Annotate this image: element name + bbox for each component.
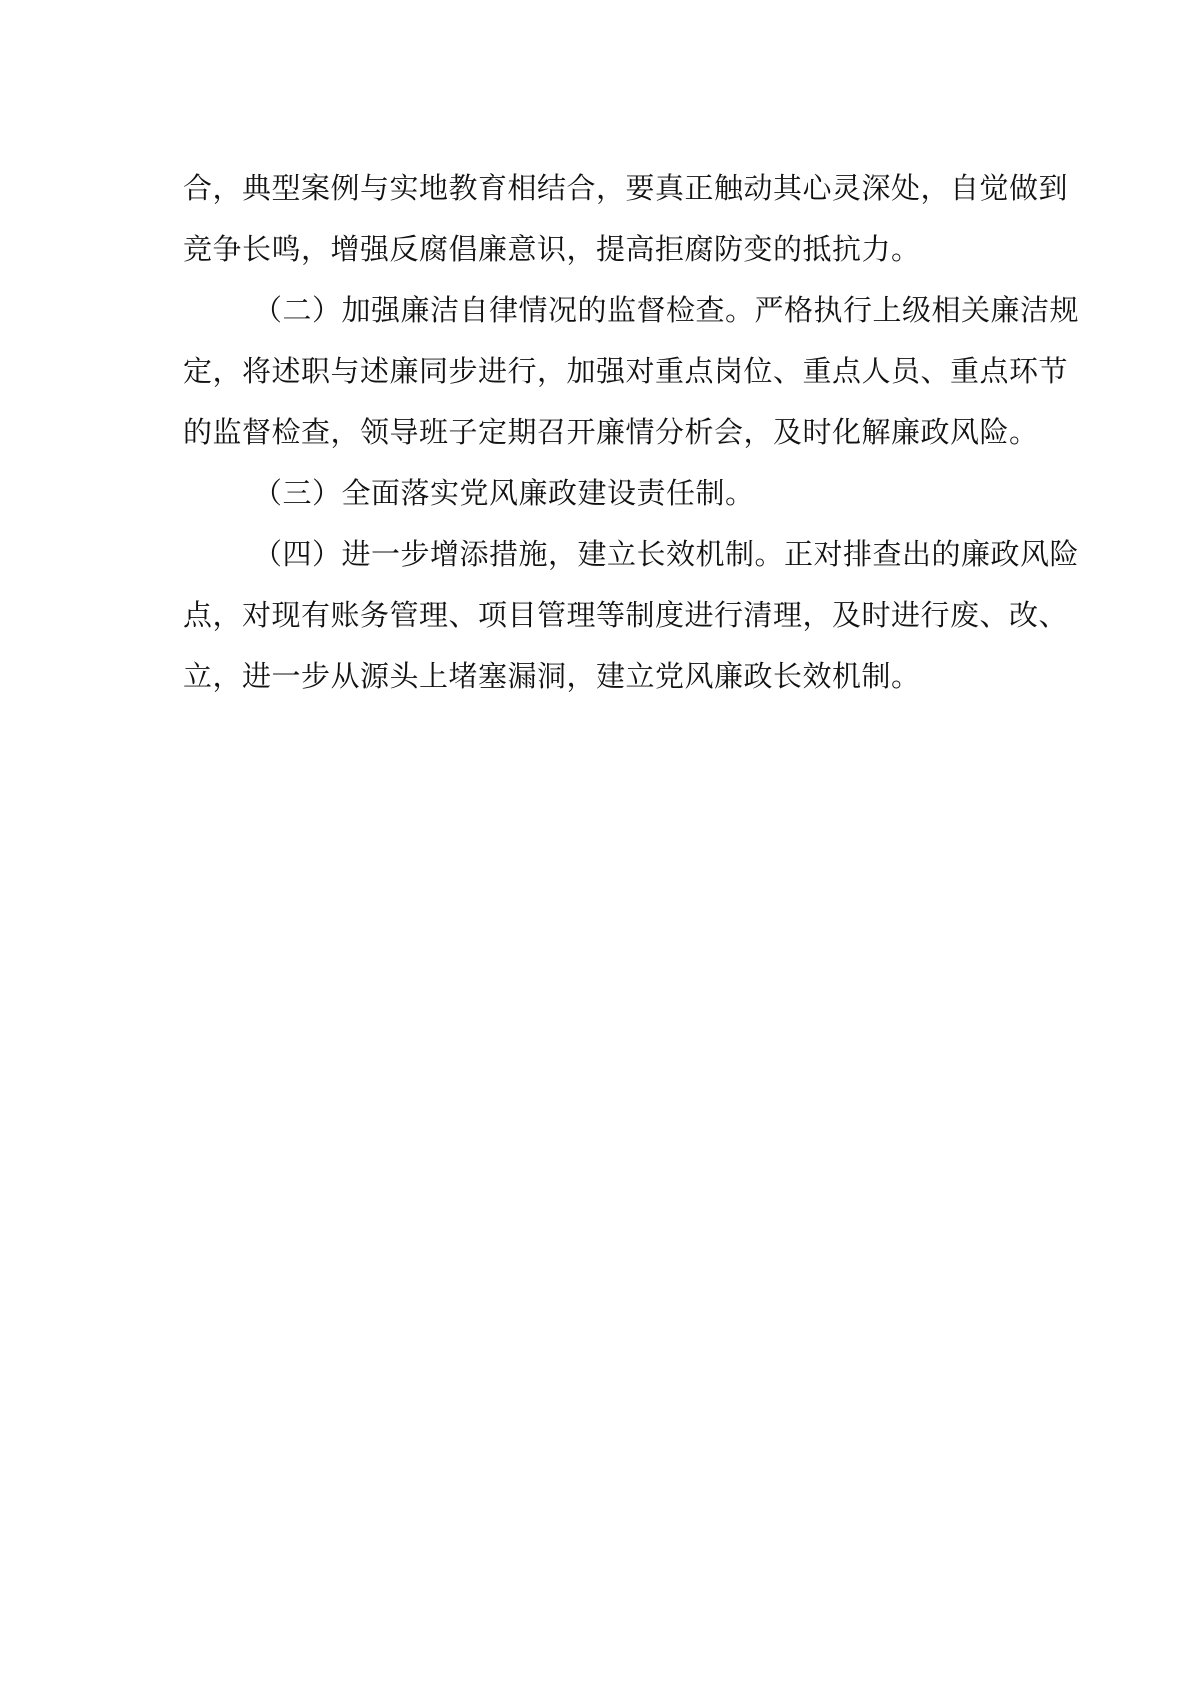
text-line: 的监督检查，领导班子定期召开廉情分析会，及时化解廉政风险。 [183,415,1039,449]
text-line: 点，对现有账务管理、项目管理等制度进行清理，及时进行废、改、 [183,598,1069,632]
text-line: （二）加强廉洁自律情况的监督检查。严格执行上级相关廉洁规 [253,293,1080,327]
paragraph-continuation [183,158,1069,280]
text-line: 合，典型案例与实地教育相结合，要真正触动其心灵深处，自觉做到 [183,171,1069,205]
text-line: 定，将述职与述廉同步进行，加强对重点岗位、重点人员、重点环节 [183,354,1069,388]
paragraph-section-3 [183,463,1043,524]
text-line: （三）全面落实党风廉政建设责任制。 [253,476,755,510]
text-line: （四）进一步增添措施，建立长效机制。正对排查出的廉政风险 [253,537,1080,571]
text-line: 立，进一步从源头上堵塞漏洞，建立党风廉政长效机制。 [183,659,921,693]
paragraph-section-2 [183,280,1080,463]
text-line: 竞争长鸣，增强反腐倡廉意识，提高拒腐防变的抵抗力。 [183,232,921,266]
paragraph-section-4 [183,524,1080,707]
document-body [183,158,1080,707]
